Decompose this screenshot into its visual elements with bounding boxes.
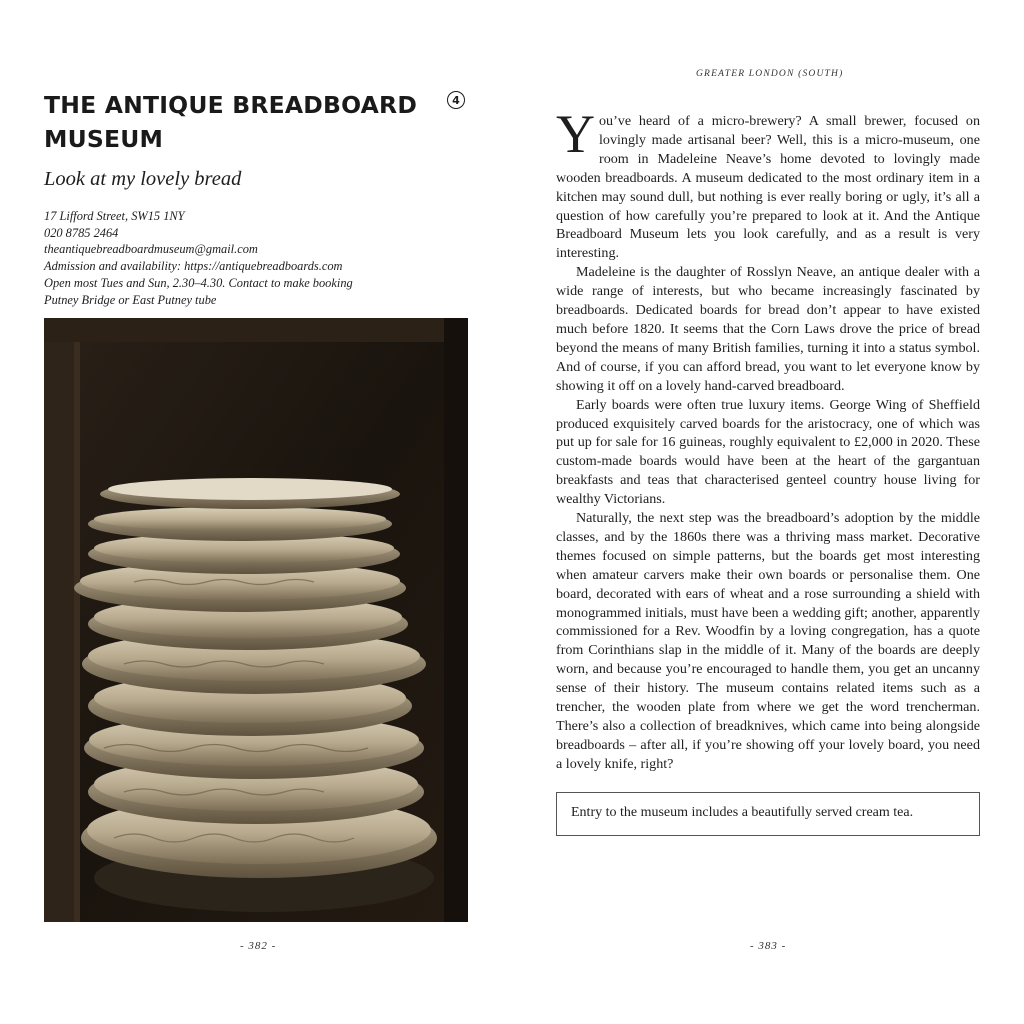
info-transport: Putney Bridge or East Putney tube xyxy=(44,292,217,307)
entry-subtitle: Look at my lovely bread xyxy=(44,168,242,190)
info-address: 17 Lifford Street, SW15 1NY xyxy=(44,209,185,223)
paragraph-4: Naturally, the next step was the breadboard’s adoption by the middle classes, and by the 1860s there was a thriving mass market. Decorative themes focused on simple patterns, but the boards get most interesting when amateur carvers make their own boards or personalise them. One board, decorated with ears of wheat and a rose surrounding a shield with monogrammed initials, must have been a wedding gift; another, apparently commissioned for a Rev. Woodfin by a loving congregation, has a quote from Corinthians slap in the middle of it. Many of the boards are deeply worn, and because you’re encouraged to handle them, you get an uncanny sense of their history. The museum contains related items such as a trencher, the wooden plate from where we get the word trencherman. There’s also a collection of breadknives, which came into being alongside breadboards – after all, if you’re showing off your lovely board, you need a lovely knife, right? xyxy=(556,510,980,772)
info-phone: 020 8785 2464 xyxy=(44,225,119,240)
running-head: GREATER LONDON (SOUTH) xyxy=(696,69,844,79)
entry-info xyxy=(44,208,468,308)
breadboard-stack-illustration xyxy=(44,318,468,922)
drop-cap: Y xyxy=(556,104,595,164)
page-number-right: - 383 - xyxy=(750,940,787,952)
article-body xyxy=(556,104,980,774)
left-page xyxy=(44,88,468,308)
paragraph-1-text: ou’ve heard of a micro-brewery? A small brewer, focused on lovingly made artisanal beer? Well, this is a micro-museum, one room in Madeleine Neave’s home devoted to lovingly made wooden breadboards. A museum dedicated to the most ordinary item in a kitchen may sound dull, but nothing is ever really boring or ugly, it’s all a question of how carefully you’re prepared to look at it. And the Antique Breadboard Museum lets you look carefully, and as a result is very interesting. xyxy=(556,113,980,262)
paragraph-2: Madeleine is the daughter of Rosslyn Neave, an antique dealer with a wide range of interests, but who became increasingly fascinated by breadboards. Dedicated boards for bread don’t appear to have existed much before 1820. It seems that the Corn Laws drove the price of bread beyond the means of many British families, turning it into a status symbol. And of course, if you can afford bread, you want to let everyone know by showing it off on a lovely hand-carved breadboard. xyxy=(556,264,980,394)
info-hours: Open most Tues and Sun, 2.30–4.30. Contact to make booking xyxy=(44,275,353,290)
paragraph-1 xyxy=(556,104,980,263)
info-admission: Admission and availability: https://antiquebreadboards.com xyxy=(44,259,343,274)
info-email: theantiquebreadboardmuseum@gmail.com xyxy=(44,242,258,257)
entry-title: THE ANTIQUE BREADBOARD MUSEUM xyxy=(44,91,418,153)
breadboard-stack-photo xyxy=(44,318,468,922)
paragraph-3: Early boards were often true luxury items. George Wing of Sheffield produced exquisitely carved boards for the aristocracy, one of which was put up for sale for 16 guineas, roughly equivalent to £2,000 in 2020. These custom-made boards would have been at the heart of the gargantuan breakfasts and teas that characterised genteel country house living for wealthy Victorians. xyxy=(556,396,980,508)
sidebar-note-box: Entry to the museum includes a beautifully served cream tea. xyxy=(556,792,980,836)
page-number-left: - 382 - xyxy=(240,940,277,952)
entry-number-badge: 4 xyxy=(447,91,465,109)
breadboard-plates xyxy=(74,478,437,912)
